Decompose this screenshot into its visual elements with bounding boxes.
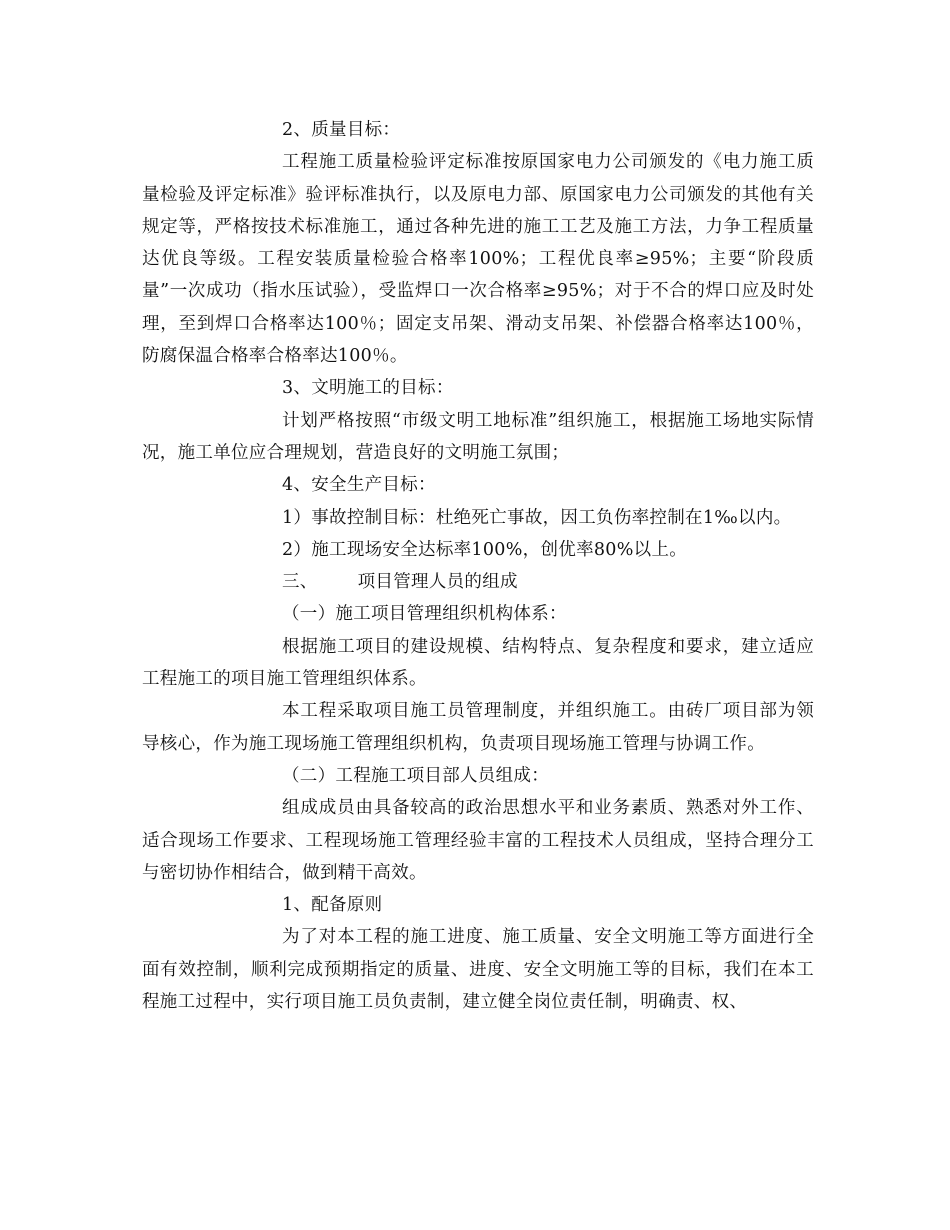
safety-goal-heading: 4、安全生产目标： — [282, 475, 436, 496]
civilized-goal-heading: 3、文明施工的目标： — [282, 378, 454, 399]
org-system-heading: （一）施工项目管理组织机构体系： — [282, 604, 567, 625]
section-3-number: 三、 — [282, 572, 318, 593]
document-body — [142, 114, 814, 1018]
staff-body: 组成成员由具备较高的政治思想水平和业务素质、熟悉对外工作、适合现场工作要求、工程现场施工管理经验丰富的工程技术人员组成，坚持合理分工与密切协作相结合，做到精干高效。 — [142, 798, 814, 883]
safety-goal-item1: 1）事故控制目标：杜绝死亡事故，因工负伤率控制在1‰以内。 — [282, 507, 792, 528]
org-system-body1: 根据施工项目的建设规模、结构特点、复杂程度和要求，建立适应工程施工的项目施工管理组织体系。 — [142, 636, 814, 690]
org-system-body2: 本工程采取项目施工员管理制度，并组织施工。由砖厂项目部为领导核心，作为施工现场施工管理组织机构，负责项目现场施工管理与协调工作。 — [142, 701, 814, 754]
safety-goal-item2: 2）施工现场安全达标率100%，创优率80%以上。 — [282, 539, 688, 560]
section-3-heading — [142, 566, 814, 598]
quality-goal-body: 工程施工质量检验评定标准按原国家电力公司颁发的《电力施工质量检验及评定标准》验评标准执行，以及原电力部、原国家电力公司颁发的其他有关规定等，严格按技术标准施工，通过各种先进的施工工艺及施工方法，力争工程质量达优良等级。工程安装质量检验合格率100%；工程优良率≥95%；主要“阶段质量”一次成功（指水压试验），受监焊口一次合格率≥95%；对于不合的焊口应及时处理，至到焊口合格率达100％；固定支吊架、滑动支吊架、补偿器合格率达100％，防腐保温合格率合格率达100％。 — [142, 152, 814, 367]
staff-heading: （二）工程施工项目部人员组成： — [282, 765, 549, 786]
quality-goal-heading: 2、质量目标： — [282, 120, 401, 140]
principle-body: 为了对本工程的施工进度、施工质量、安全文明施工等方面进行全面有效控制，顺利完成预期指定的质量、进度、安全文明施工等的目标，我们在本工程施工过程中，实行项目施工员负责制，建立健全岗位责任制，明确责、权、 — [142, 927, 814, 1013]
section-3-title: 项目管理人员的组成 — [357, 572, 518, 593]
civilized-goal-body: 计划严格按照“市级文明工地标准”组织施工，根据施工场地实际情况，施工单位应合理规划，营造良好的文明施工氛围； — [142, 410, 814, 463]
principle-heading: 1、配备原则 — [282, 895, 383, 916]
